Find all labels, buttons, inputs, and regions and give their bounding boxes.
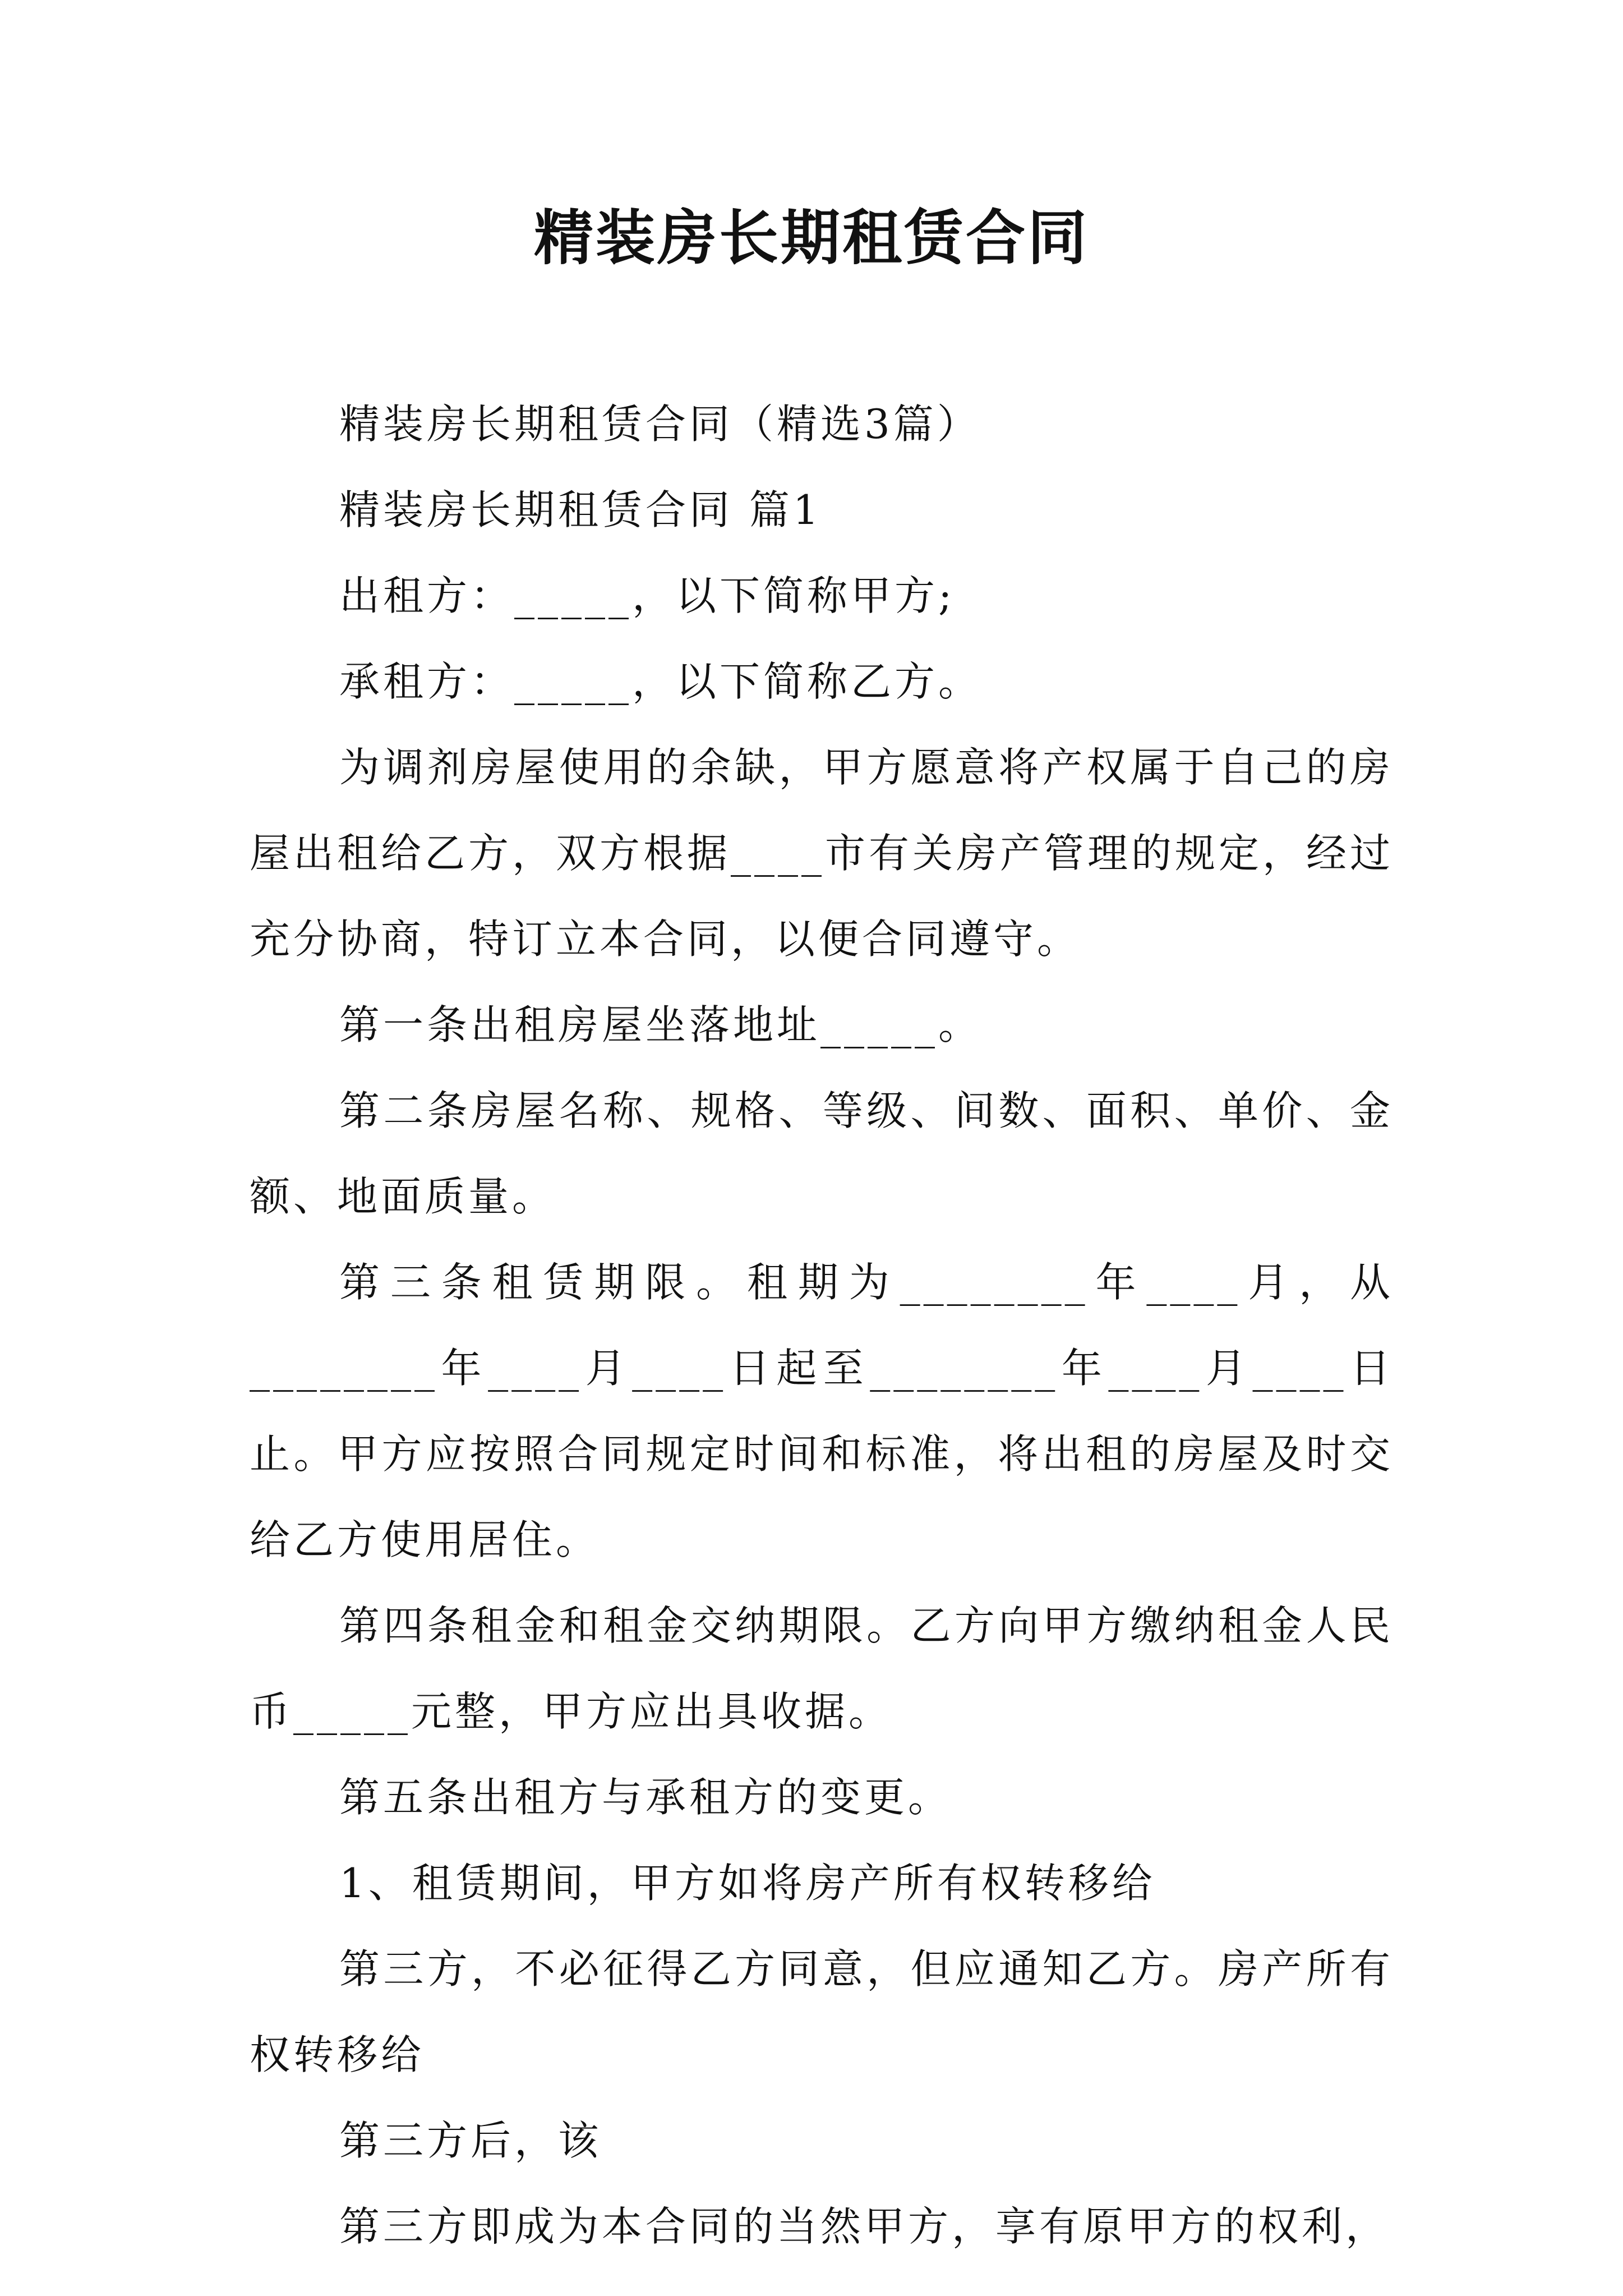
paragraph-subtitle: 精装房长期租赁合同（精选3篇） (339, 401, 981, 448)
paragraph-third-party-3: 第三方即成为本合同的当然甲方，享有原甲方的权利， (339, 2203, 1390, 2250)
document-title: 精装房长期租赁合同 (534, 204, 1089, 273)
paragraph-article-4: 第四条租金和租金交纳期限。乙方向甲方缴纳租金人民币_____元整，甲方应出具收据。 (250, 1602, 1394, 1735)
paragraph-third-party-1: 第三方，不必征得乙方同意，但应通知乙方。房产所有权转移给 (250, 1945, 1394, 2078)
paragraph-section-heading: 精装房长期租赁合同 篇1 (339, 486, 822, 533)
paragraph-preamble: 为调剂房屋使用的余缺，甲方愿意将产权属于自己的房屋出租给乙方，双方根据____市有关房产管理的规定，经过充分协商，特订立本合同，以便合同遵守。 (250, 744, 1394, 963)
paragraph-article-5-item-1: 1、租赁期间，甲方如将房产所有权转移给 (339, 1860, 1156, 1907)
paragraph-article-2: 第二条房屋名称、规格、等级、间数、面积、单价、金额、地面质量。 (250, 1087, 1394, 1220)
paragraph-article-3: 第三条租赁期限。租期为________年____月，从________年____月____日起至________年____月____日止。甲方应按照合同规定时间和标准，将出租的房屋及时交给乙方使用居住。 (250, 1259, 1394, 1563)
paragraph-lessee: 承租方：_____，以下简称乙方。 (339, 658, 983, 705)
paragraph-article-5: 第五条出租方与承租方的变更。 (339, 1774, 952, 1821)
paragraph-third-party-2: 第三方后，该 (339, 2117, 602, 2164)
paragraph-article-1: 第一条出租房屋坐落地址_____。 (339, 1001, 983, 1048)
paragraph-lessor: 出租方：_____，以下简称甲方; (339, 572, 956, 619)
document-body (250, 381, 1394, 2270)
